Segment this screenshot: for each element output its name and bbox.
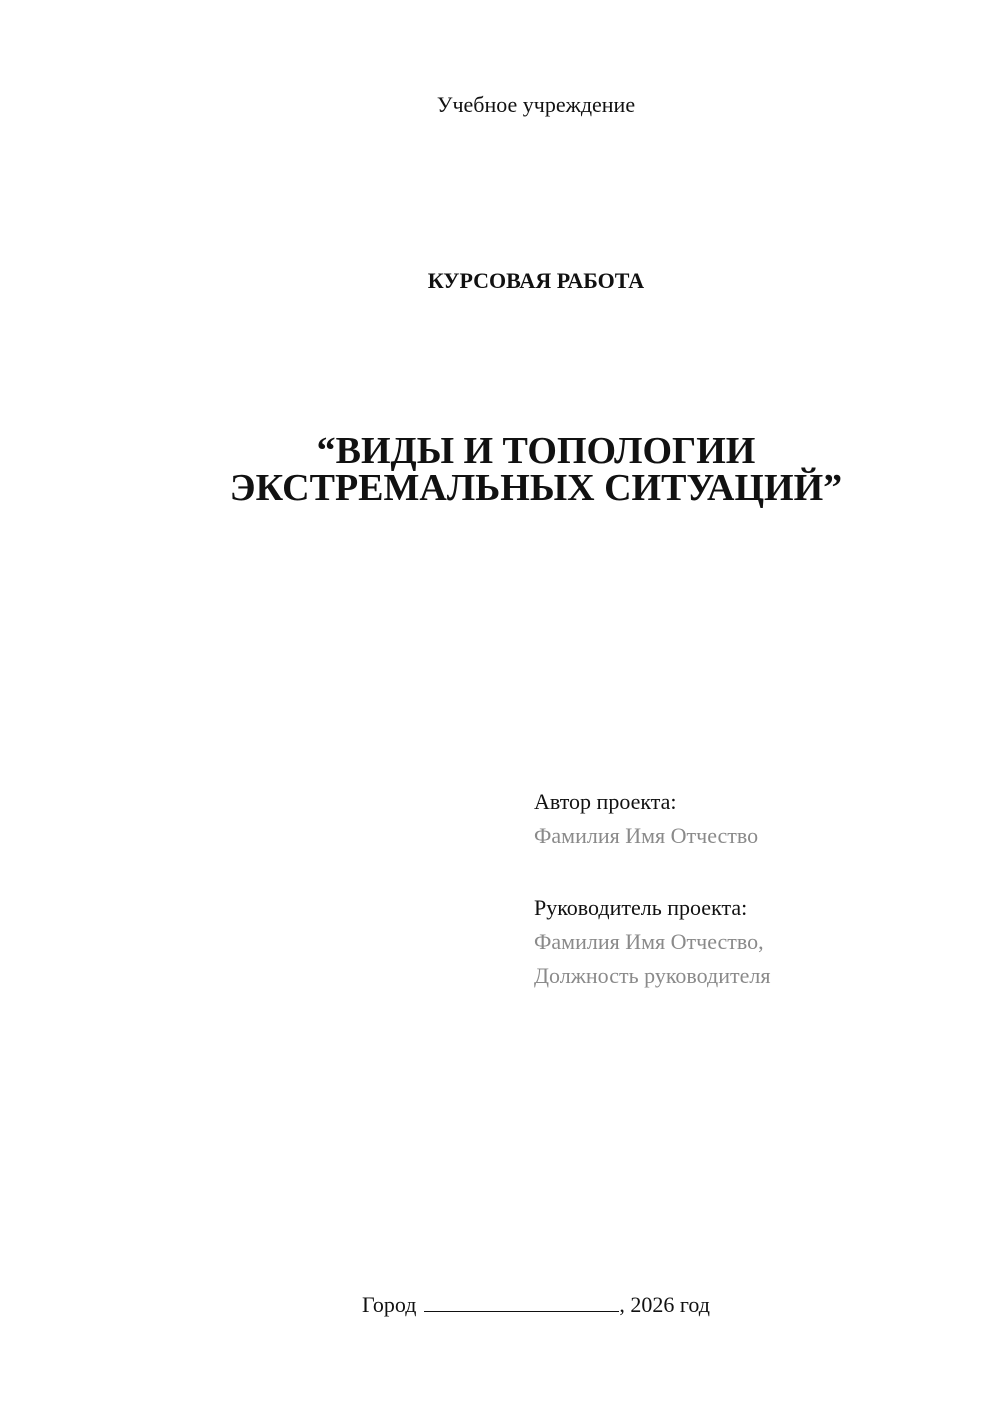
author-label: Автор проекта:	[534, 789, 677, 814]
institution-name: Учебное учреждение	[436, 92, 636, 117]
work-type-heading: КУРСОВАЯ РАБОТА	[427, 268, 645, 293]
supervisor-block	[534, 891, 770, 993]
author-block	[534, 785, 758, 853]
author-name: Фамилия Имя Отчество	[534, 823, 759, 848]
supervisor-position: Должность руководителя	[534, 963, 771, 988]
city-year-line	[0, 1291, 1000, 1318]
city-blank-line	[424, 1291, 619, 1312]
supervisor-label: Руководитель проекта:	[534, 895, 748, 920]
supervisor-name: Фамилия Имя Отчество,	[534, 929, 764, 954]
city-label: Город	[362, 1292, 417, 1317]
work-title	[0, 430, 1000, 509]
work-title-line-2: ЭКСТРЕМАЛЬНЫХ СИТУАЦИЙ”	[229, 467, 843, 509]
year-text: , 2026 год	[619, 1292, 710, 1317]
work-title-line-1: “ВИДЫ И ТОПОЛОГИИ	[316, 430, 756, 472]
